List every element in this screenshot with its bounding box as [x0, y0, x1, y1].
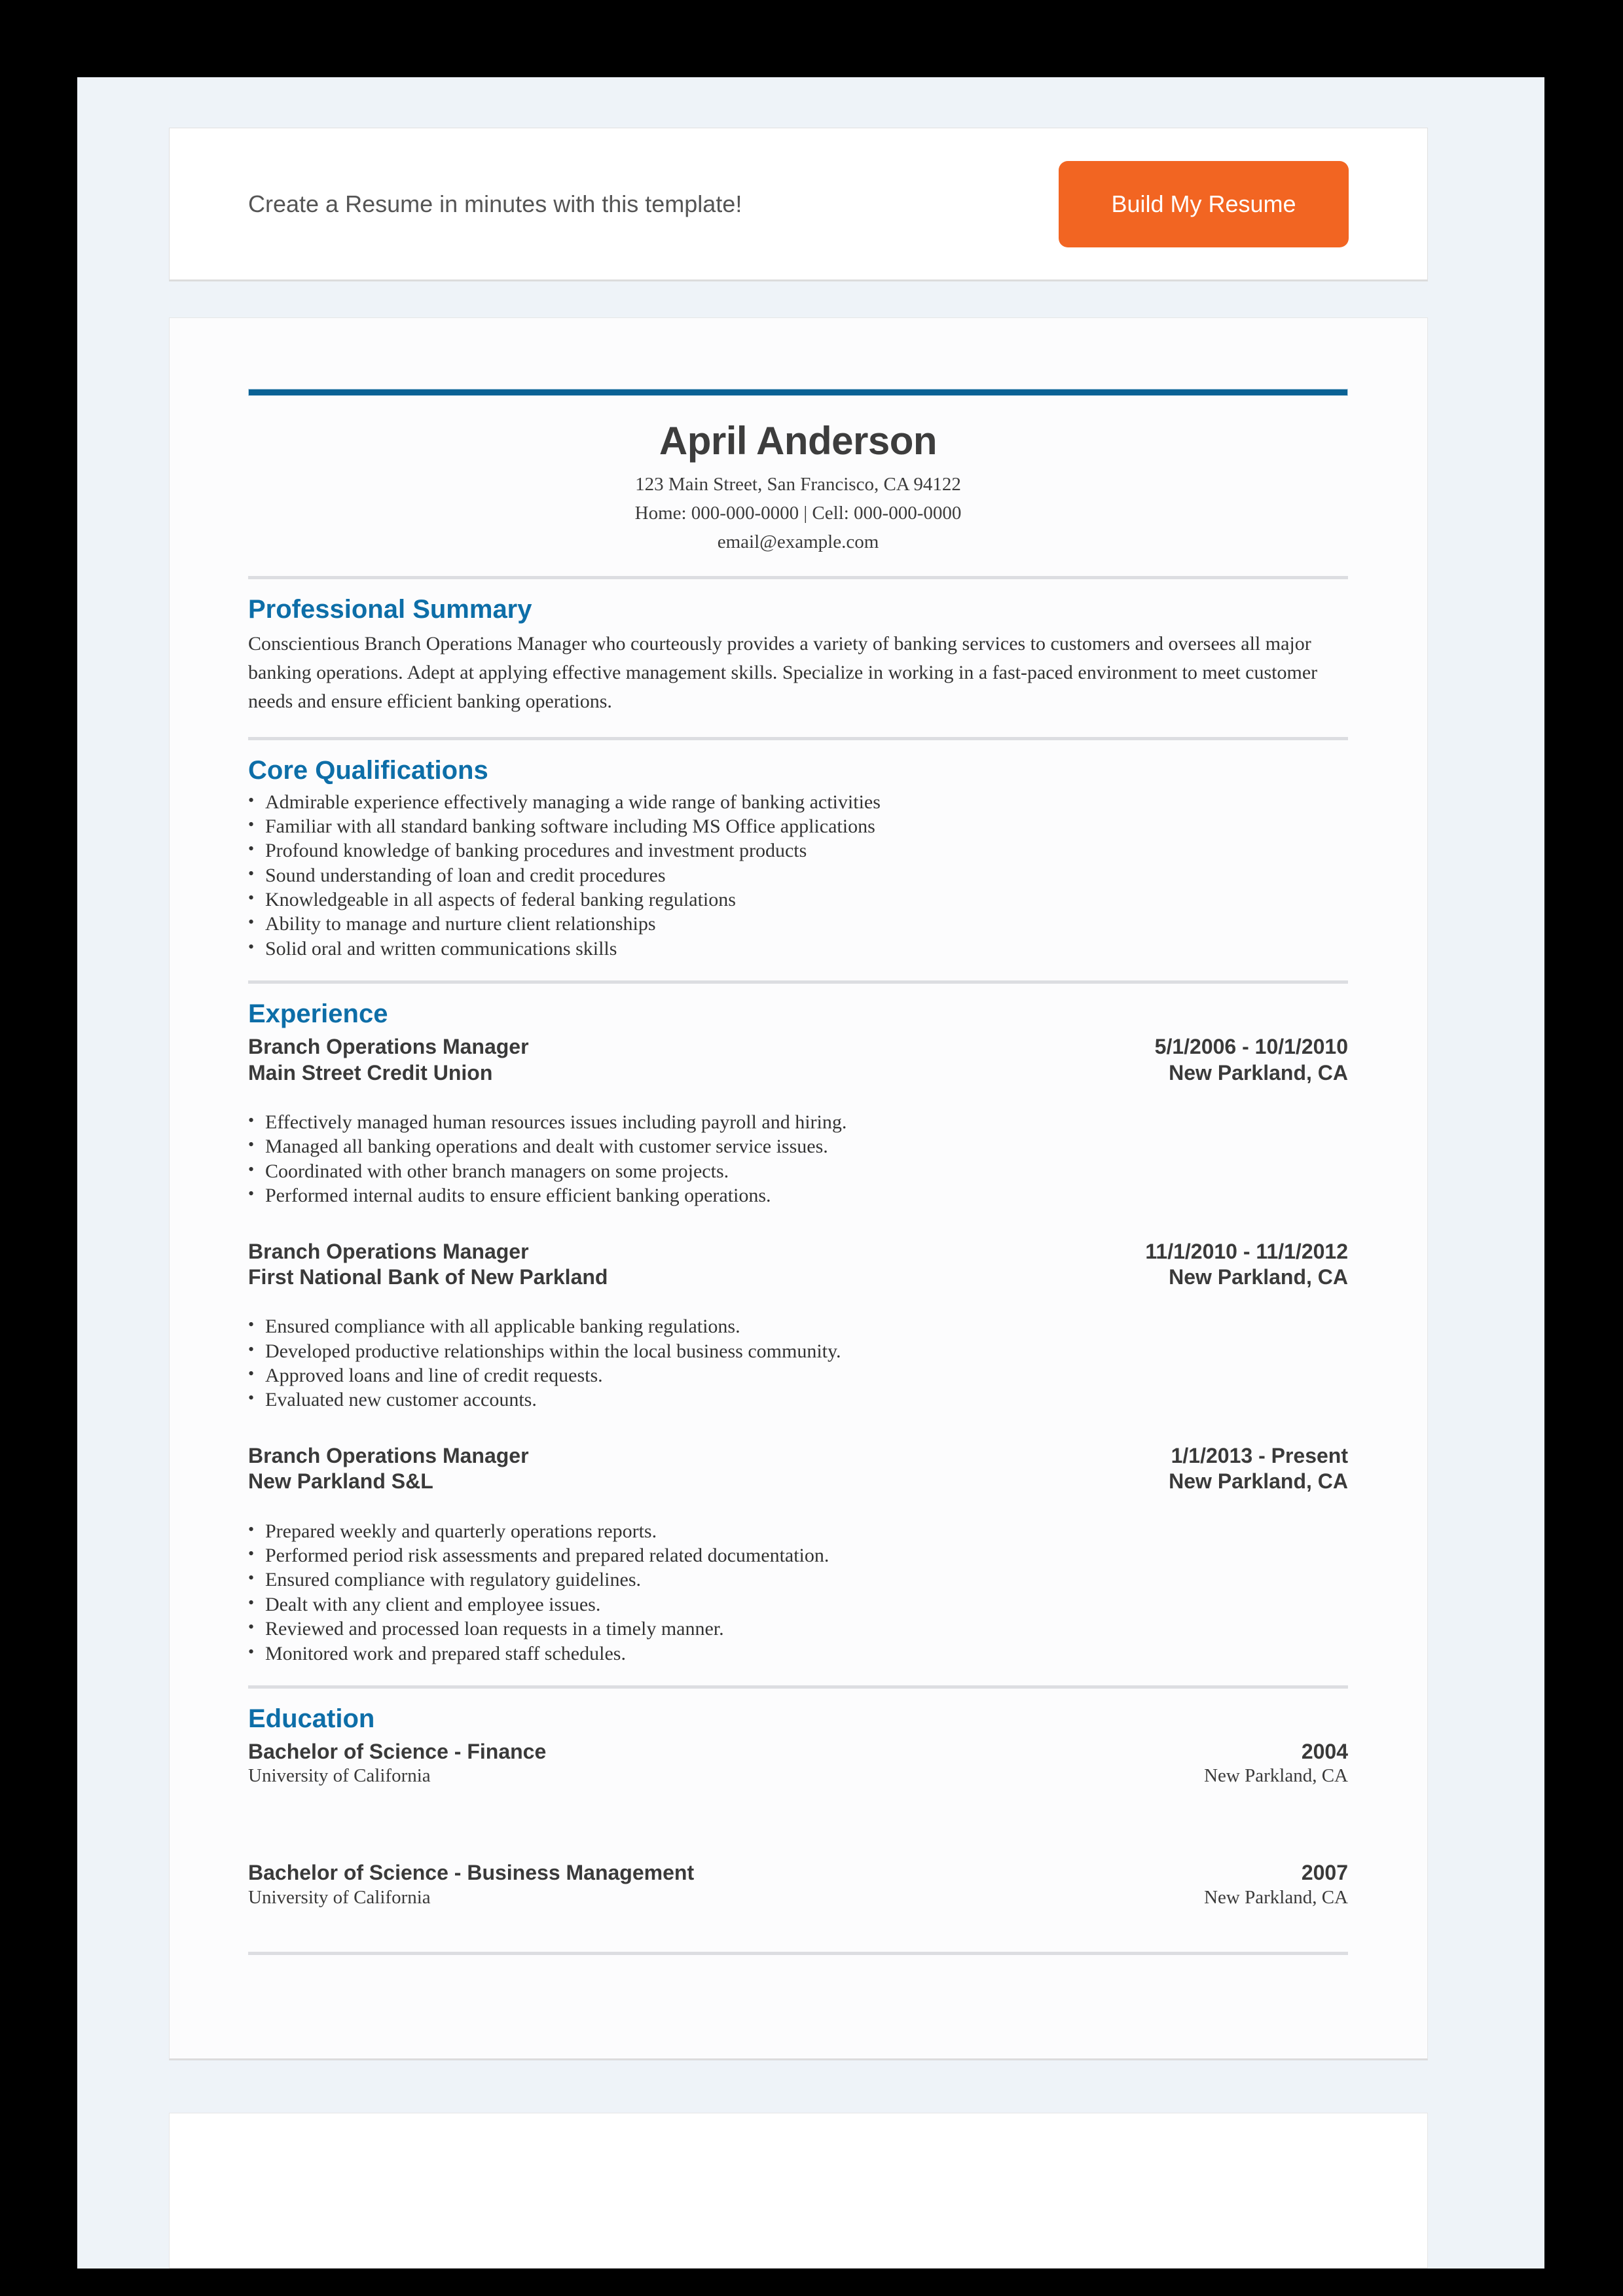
experience-entry	[248, 1443, 1348, 1665]
education-year: 2007	[1301, 1861, 1348, 1885]
job-dates: 11/1/2010 - 11/1/2012	[1145, 1239, 1348, 1263]
section-professional-summary	[248, 579, 1348, 716]
job-bullet-item: • Dealt with any client and employee issues.	[248, 1593, 1348, 1616]
job-bullet-item: • Developed productive relationships within the local business community.	[248, 1340, 1348, 1363]
section-experience	[248, 984, 1348, 1665]
education-entries	[248, 1739, 1348, 1910]
resume-document-card	[169, 317, 1428, 2060]
job-title: Branch Operations Manager	[248, 1239, 529, 1263]
job-dates: 1/1/2013 - Present	[1171, 1443, 1348, 1467]
experience-dates-location	[1155, 1034, 1348, 1086]
experience-title-company	[248, 1443, 529, 1495]
education-degree-school	[248, 1860, 694, 1910]
job-company: Main Street Credit Union	[248, 1060, 493, 1085]
job-location: New Parkland, CA	[1169, 1265, 1348, 1289]
promo-text: Create a Resume in minutes with this template!	[248, 190, 742, 217]
contact-phones: Home: 000-000-0000 | Cell: 000-000-0000	[634, 502, 962, 524]
qualification-item: • Sound understanding of loan and credit procedures	[248, 864, 1348, 887]
divider-after-education	[248, 1952, 1348, 1955]
section-core-qualifications	[248, 740, 1348, 961]
education-location: New Parkland, CA	[1204, 1765, 1348, 1787]
education-entry	[248, 1739, 1348, 1789]
job-bullet-item: • Prepared weekly and quarterly operations reports.	[248, 1520, 1348, 1543]
job-bullet-list	[248, 1315, 1348, 1412]
experience-title-company	[248, 1239, 608, 1291]
qualification-item: • Knowledgeable in all aspects of federal banking regulations	[248, 888, 1348, 911]
job-title: Branch Operations Manager	[248, 1035, 529, 1059]
job-bullet-item: • Managed all banking operations and dealt with customer service issues.	[248, 1135, 1348, 1158]
job-bullet-item: • Ensured compliance with regulatory guidelines.	[248, 1568, 1348, 1591]
job-bullet-item: • Effectively managed human resources issues including payroll and hiring.	[248, 1111, 1348, 1134]
resume-content	[248, 318, 1348, 2058]
job-location: New Parkland, CA	[1169, 1469, 1348, 1494]
experience-entries	[248, 1034, 1348, 1665]
experience-title-company	[248, 1034, 529, 1086]
section-title-summary: Professional Summary	[248, 595, 532, 624]
job-bullet-item: • Performed internal audits to ensure efficient banking operations.	[248, 1184, 1348, 1207]
qualifications-list	[248, 791, 1348, 961]
education-degree: Bachelor of Science - Business Management	[248, 1861, 695, 1885]
footer-card	[169, 2113, 1428, 2269]
job-bullet-list	[248, 1111, 1348, 1208]
section-title-education: Education	[248, 1704, 375, 1733]
resume-header	[248, 396, 1348, 556]
job-location: New Parkland, CA	[1169, 1060, 1348, 1085]
qualification-item: • Admirable experience effectively managing a wide range of banking activities	[248, 791, 1348, 814]
section-title-qualifications: Core Qualifications	[248, 755, 488, 785]
experience-entry-header	[248, 1034, 1348, 1086]
job-company: First National Bank of New Parkland	[248, 1265, 608, 1289]
accent-bar	[248, 389, 1348, 396]
job-bullet-item: • Reviewed and processed loan requests in a timely manner.	[248, 1617, 1348, 1640]
job-bullet-item: • Evaluated new customer accounts.	[248, 1388, 1348, 1411]
education-year-location	[1204, 1860, 1348, 1910]
job-bullet-item: • Ensured compliance with all applicable banking regulations.	[248, 1315, 1348, 1338]
summary-paragraph: Conscientious Branch Operations Manager who courteously provides a variety of banking services to customers and oversees all major banking operations. Adept at applying effective management skills. Specialize in working in a fast-paced environment to meet customer needs and ensure efficient banking operations.	[248, 633, 1318, 713]
education-degree: Bachelor of Science - Finance	[248, 1739, 547, 1763]
qualification-item: • Ability to manage and nurture client relationships	[248, 912, 1348, 935]
education-degree-school	[248, 1739, 546, 1789]
qualification-item: • Familiar with all standard banking software including MS Office applications	[248, 815, 1348, 838]
candidate-name: April Anderson	[659, 419, 938, 463]
education-school: University of California	[248, 1886, 431, 1908]
experience-entry	[248, 1034, 1348, 1207]
contact-address: 123 Main Street, San Francisco, CA 94122	[635, 474, 961, 495]
experience-entry-header	[248, 1443, 1348, 1495]
education-year: 2004	[1301, 1739, 1348, 1763]
experience-dates-location	[1145, 1239, 1348, 1291]
job-bullet-list	[248, 1520, 1348, 1665]
job-bullet-item: • Coordinated with other branch managers on some projects.	[248, 1160, 1348, 1183]
experience-entry	[248, 1239, 1348, 1412]
job-bullet-item: • Monitored work and prepared staff schedules.	[248, 1642, 1348, 1665]
experience-entry-header	[248, 1239, 1348, 1291]
job-bullet-item: • Performed period risk assessments and prepared related documentation.	[248, 1544, 1348, 1567]
education-school: University of California	[248, 1765, 431, 1787]
job-bullet-item: • Approved loans and line of credit requests.	[248, 1364, 1348, 1387]
section-education	[248, 1689, 1348, 1910]
job-company: New Parkland S&L	[248, 1469, 433, 1494]
education-year-location	[1204, 1739, 1348, 1789]
promo-banner	[169, 128, 1428, 281]
section-title-experience: Experience	[248, 999, 388, 1029]
build-my-resume-button[interactable]: Build My Resume	[1059, 161, 1349, 247]
qualification-item: • Profound knowledge of banking procedures and investment products	[248, 839, 1348, 862]
experience-dates-location	[1169, 1443, 1348, 1495]
qualification-item: • Solid oral and written communications skills	[248, 937, 1348, 960]
education-location: New Parkland, CA	[1204, 1886, 1348, 1908]
contact-email: email@example.com	[717, 531, 879, 552]
job-title: Branch Operations Manager	[248, 1443, 529, 1467]
contact-block	[248, 463, 1348, 556]
education-entry	[248, 1860, 1348, 1910]
job-dates: 5/1/2006 - 10/1/2010	[1154, 1035, 1348, 1059]
